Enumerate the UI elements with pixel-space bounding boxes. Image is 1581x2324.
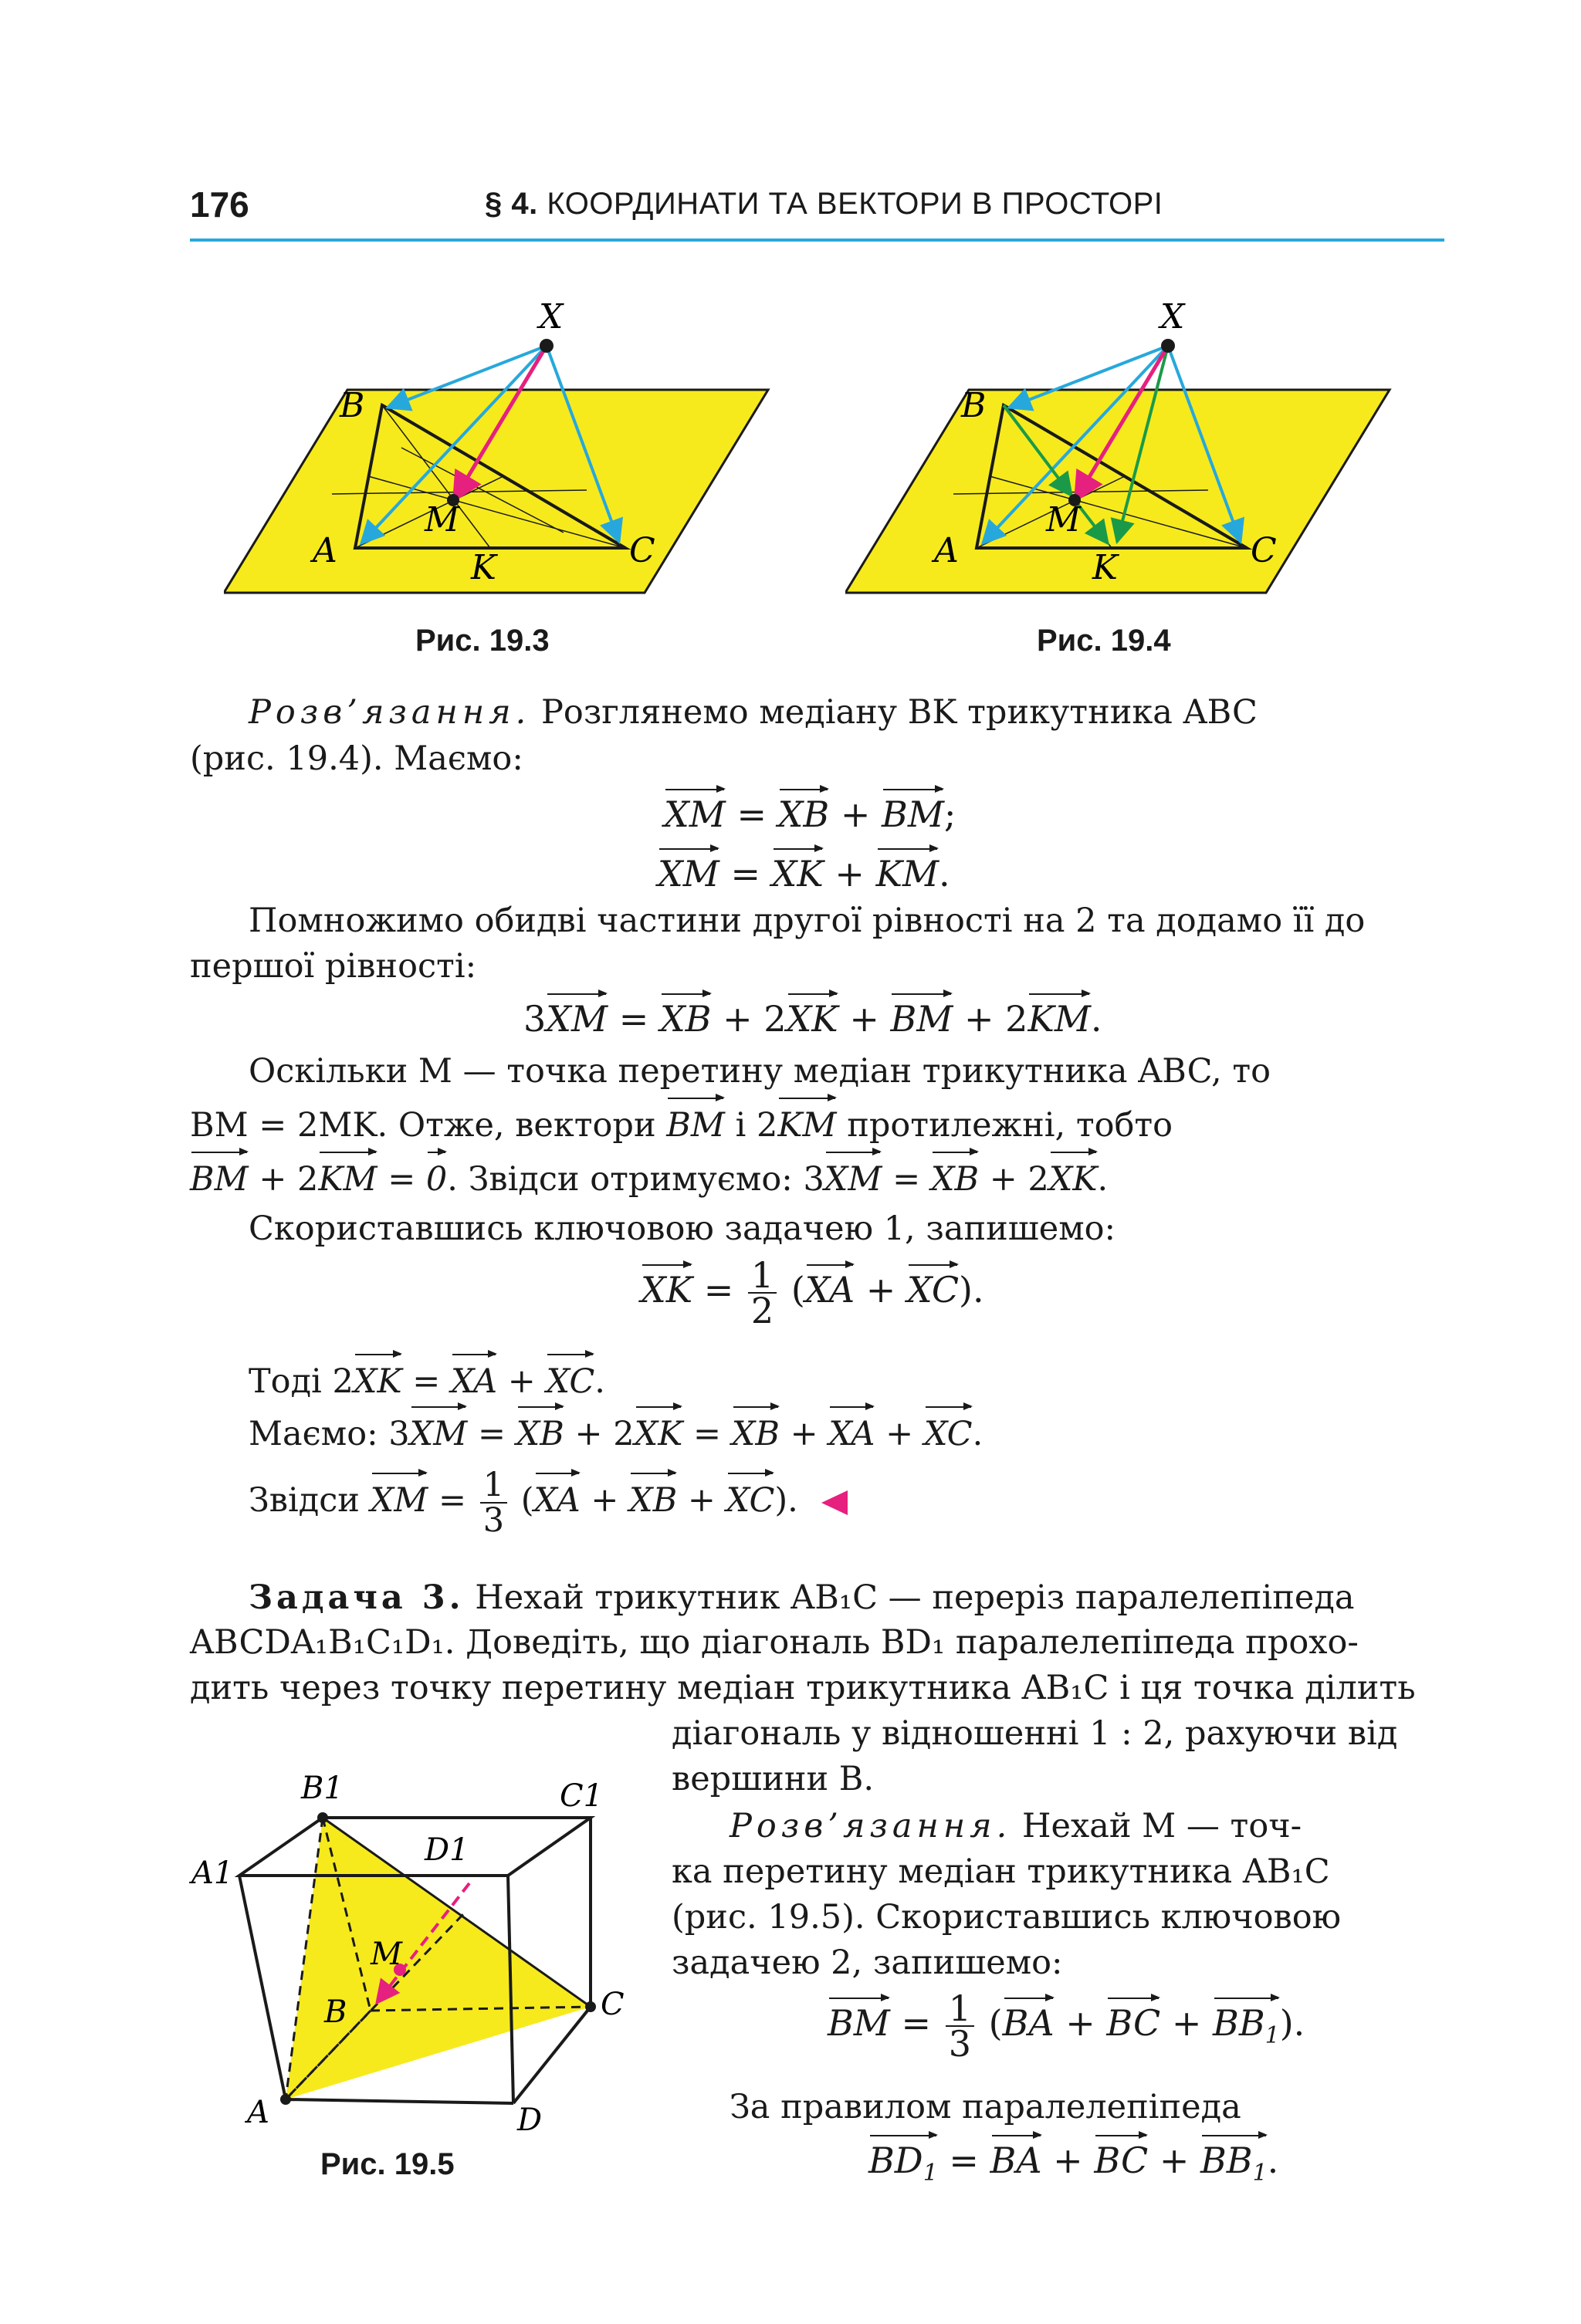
end-of-proof-icon [821,1490,848,1515]
equation: BM = $\frac{1}{3}$ (BA + BC + $BB_1$). [828,1987,1305,2065]
paragraph: Розв’язання. Нехай M — точ- [730,1807,1302,1845]
figure-19-4 [845,293,1401,602]
equation: $BD_1$ = BA + BC + $BB_1$. [868,2132,1278,2187]
task-paragraph: ABCDA₁B₁C₁D₁. Доведіть, що діагональ BD₁ паралелепіпеда прохо- [190,1623,1359,1662]
task-paragraph: діагональ у відношенні 1 : 2, рахуючи від [672,1714,1398,1753]
paragraph: ка перетину медіан трикутника AB₁C [672,1852,1330,1891]
svg-text:B: B [340,386,365,425]
svg-text:C: C [629,531,655,570]
figure-19-5 [185,1760,648,2130]
svg-text:M: M [371,1937,402,1972]
paragraph: Оскільки M — точка перетину медіан трикутника ABC, то [249,1052,1271,1091]
svg-text:A: A [313,531,337,570]
figure-caption: Рис. 19.4 [1037,624,1171,658]
svg-text:M: M [1046,500,1082,540]
figure-19-3 [224,293,780,602]
paragraph: Тоді 2XK = XA + XC. [249,1351,605,1405]
page-number: 176 [190,184,249,225]
task-paragraph: дить через точку перетину медіан трикутника AB₁C і ця точка ділить [190,1669,1416,1707]
paragraph: Помножимо обидві частини другої рівності на 2 та додамо її до [249,902,1366,940]
paragraph: Скориставшись ключовою задачею 1, запишемо: [249,1209,1116,1248]
paragraph: BM + 2KM = 0. Звідси отримуємо: 3XM = XB + 2XK. [190,1148,1108,1203]
svg-text:K: K [471,548,496,587]
svg-text:D1: D1 [425,1832,469,1868]
paragraph: (рис. 19.4). Маємо: [190,739,523,778]
svg-text:C1: C1 [560,1778,604,1814]
equation: 3XM = XB + 2XK + BM + 2KM. [523,990,1102,1040]
svg-text:X: X [539,297,564,337]
svg-text:A: A [247,2095,269,2130]
svg-text:D: D [517,2102,543,2130]
header-rule [190,238,1444,242]
figure-caption: Рис. 19.5 [320,2147,455,2181]
paragraph: Маємо: 3XM = XB + 2XK = XB + XA + XC. [249,1403,983,1457]
equation: XK = $\frac{1}{2}$ (XA + XC). [641,1254,984,1331]
paragraph: задачею 2, запишемо: [672,1943,1063,1982]
svg-text:B: B [324,1994,347,2030]
svg-text:X: X [1160,297,1185,337]
paragraph: За правилом паралелепіпеда [730,2088,1241,2126]
figure-caption: Рис. 19.3 [415,624,550,658]
paragraph: (рис. 19.5). Скориставшись ключовою [672,1898,1342,1937]
equation: XM = XB + BM; [664,786,956,835]
svg-text:M: M [425,500,460,540]
svg-text:C: C [1251,531,1277,570]
equation: XM = XK + KM. [658,845,950,895]
svg-text:K: K [1092,548,1118,587]
paragraph: Звідси XM = $\frac{1}{3}$ (XA + XB + XC). [249,1468,848,1537]
svg-text:A1: A1 [191,1855,234,1891]
svg-text:B: B [961,386,987,425]
task-paragraph: вершини B. [672,1760,875,1798]
task-paragraph: Задача 3. Нехай трикутник AB₁C — переріз паралелепіпеда [249,1578,1355,1617]
section-title: § 4. КООРДИНАТИ ТА ВЕКТОРИ В ПРОСТОРІ [485,187,1163,221]
svg-text:B1: B1 [301,1771,344,1806]
paragraph: BM = 2MK. Отже, вектори BM і 2KM протилежні, тобто [190,1094,1173,1148]
paragraph: першої рівності: [190,947,477,986]
paragraph: Розв’язання. Розглянемо медіану BK трикутника ABC [249,693,1258,732]
svg-text:A: A [934,531,959,570]
svg-text:C: C [601,1987,625,2022]
